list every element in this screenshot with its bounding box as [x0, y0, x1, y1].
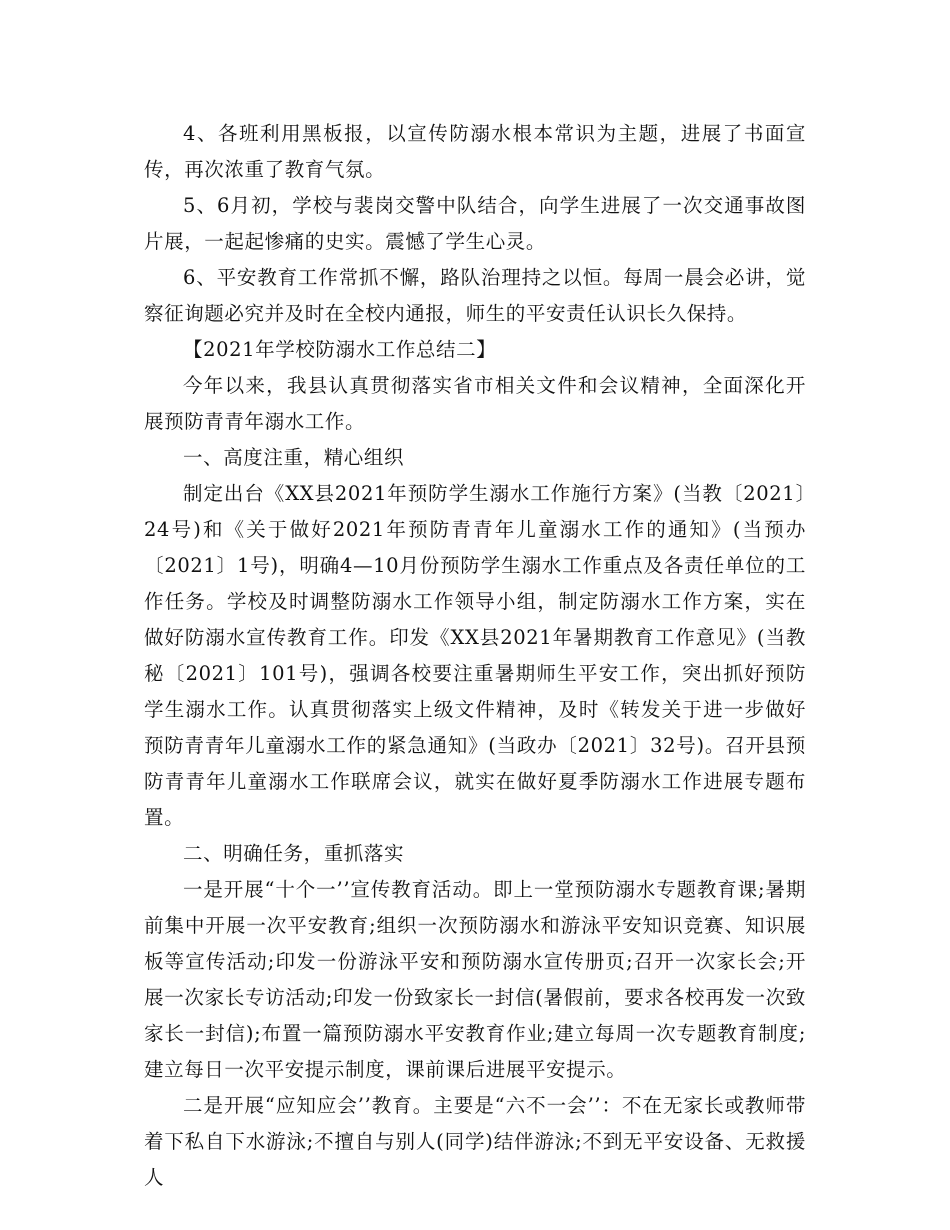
paragraph: 二是开展“应知应会’’教育。主要是“六不一会’’：不在无家长或教师带着下私自下水游泳;不擅自与别人(同学)结伴游泳;不到无平安设备、无救援人	[144, 1094, 806, 1189]
paragraph: 4、各班利用黑板报，以宣传防溺水根本常识为主题，进展了书面宣传，再次浓重了教育气氛。	[144, 122, 806, 181]
section-title: 【2021年学校防溺水工作总结二】	[183, 338, 497, 361]
paragraph: 6、平安教育工作常抓不懈，路队治理持之以恒。每周一晨会必讲，觉察征询题必究并及时在全校内通报，师生的平安责任认识长久保持。	[144, 266, 806, 325]
section-heading: 二、明确任务，重抓落实	[183, 842, 405, 865]
paragraph: 5、6月初，学校与裴岗交警中队结合，向学生进展了一次交通事故图片展，一起起惨痛的史实。震憾了学生心灵。	[144, 194, 806, 253]
paragraph: 制定出台《XX县2021年预防学生溺水工作施行方案》(当教〔2021〕24号)和《关于做好2021年预防青青年儿童溺水工作的通知》(当预办〔2021〕1号)，明确4—10月份预防学生溺水工作重点及各责任单位的工作任务。学校及时调整防溺水工作领导小组，制定防溺水工作方案，实在做好防溺水宣传教育工作。印发《XX县2021年暑期教育工作意见》(当教秘〔2021〕101号)，强调各校要注重暑期师生平安工作，突出抓好预防学生溺水工作。认真贯彻落实上级文件精神，及时《转发关于进一步做好预防青青年儿童溺水工作的紧急通知》(当政办〔2021〕32号)。召开县预防青青年儿童溺水工作联席会议，就实在做好夏季防溺水工作进展专题布置。	[144, 482, 806, 829]
document-body	[144, 116, 806, 1196]
section-heading: 一、高度注重，精心组织	[183, 446, 405, 469]
paragraph: 今年以来，我县认真贯彻落实省市相关文件和会议精神，全面深化开展预防青青年溺水工作。	[144, 374, 806, 433]
paragraph: 一是开展“十个一’’宣传教育活动。即上一堂预防溺水专题教育课;暑期前集中开展一次平安教育;组织一次预防溺水和游泳平安知识竞赛、知识展板等宣传活动;印发一份游泳平安和预防溺水宣传册页;召开一次家长会;开展一次家长专访活动;印发一份致家长一封信(暑假前，要求各校再发一次致家长一封信);布置一篇预防溺水平安教育作业;建立每周一次专题教育制度;建立每日一次平安提示制度，课前课后进展平安提示。	[144, 878, 806, 1081]
